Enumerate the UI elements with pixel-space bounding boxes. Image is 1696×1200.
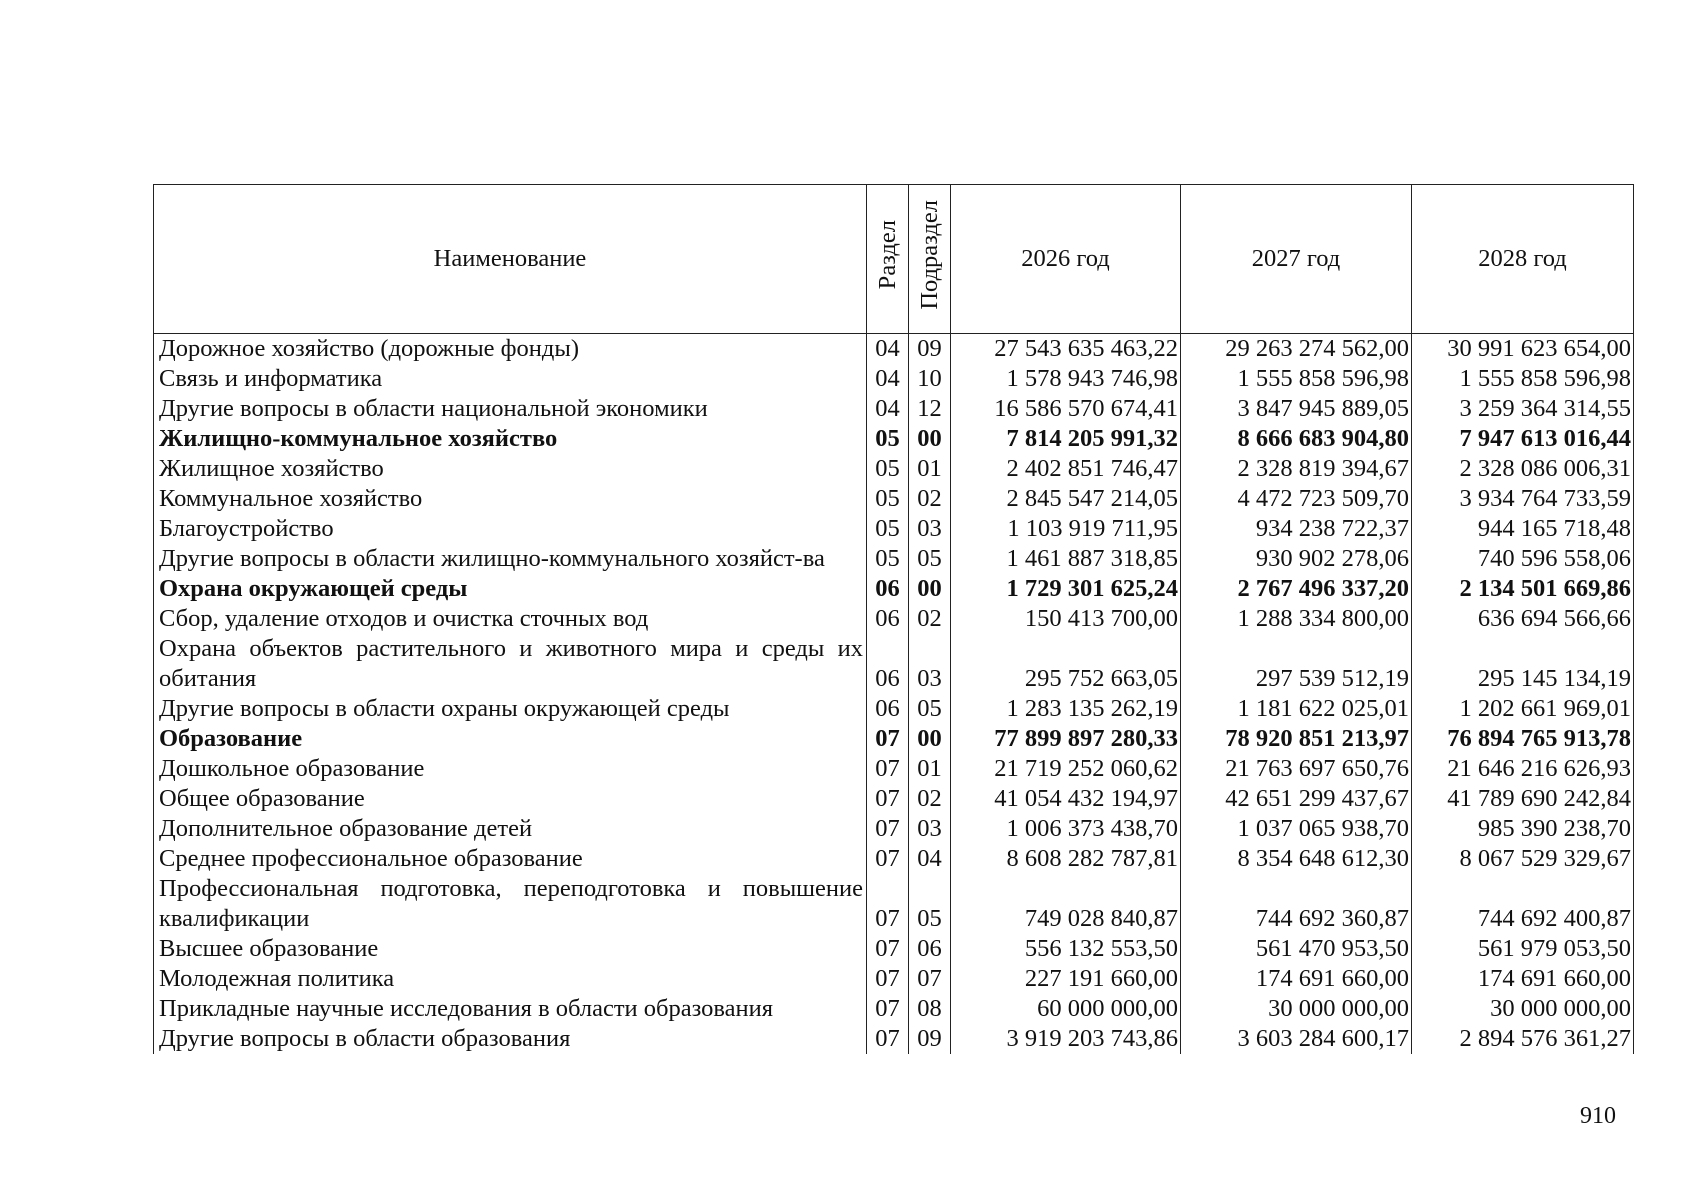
row-subsection: 10 — [909, 364, 951, 394]
row-section: 06 — [867, 694, 909, 724]
header-year-2026: 2026 год — [951, 185, 1181, 334]
row-name: Охрана окружающей среды — [154, 574, 867, 604]
row-section: 07 — [867, 724, 909, 754]
row-value-2028: 295 145 134,19 — [1412, 634, 1634, 694]
row-value-2026: 1 729 301 625,24 — [951, 574, 1181, 604]
header-subsection-label: Подраздел — [915, 200, 943, 310]
row-section: 07 — [867, 754, 909, 784]
row-value-2027: 3 847 945 889,05 — [1181, 394, 1412, 424]
row-value-2028: 2 134 501 669,86 — [1412, 574, 1634, 604]
row-value-2027: 297 539 512,19 — [1181, 634, 1412, 694]
row-section: 07 — [867, 994, 909, 1024]
table-row — [154, 934, 1634, 964]
row-section: 06 — [867, 574, 909, 604]
table-body — [154, 334, 1634, 1055]
row-section: 05 — [867, 544, 909, 574]
row-value-2027: 744 692 360,87 — [1181, 874, 1412, 934]
row-name: Жилищное хозяйство — [154, 454, 867, 484]
row-value-2027: 1 555 858 596,98 — [1181, 364, 1412, 394]
row-section: 06 — [867, 634, 909, 694]
page-number: 910 — [1580, 1103, 1616, 1129]
row-subsection: 05 — [909, 694, 951, 724]
table-row — [154, 574, 1634, 604]
row-value-2027: 1 037 065 938,70 — [1181, 814, 1412, 844]
row-value-2026: 2 402 851 746,47 — [951, 454, 1181, 484]
row-value-2027: 2 328 819 394,67 — [1181, 454, 1412, 484]
row-name: Другие вопросы в области жилищно-коммунального хозяйст-ва — [154, 544, 867, 574]
row-name: Среднее профессиональное образование — [154, 844, 867, 874]
row-name: Дошкольное образование — [154, 754, 867, 784]
row-value-2026: 1 578 943 746,98 — [951, 364, 1181, 394]
row-value-2026: 8 608 282 787,81 — [951, 844, 1181, 874]
table-row — [154, 604, 1634, 634]
row-subsection: 09 — [909, 334, 951, 365]
row-name: Связь и информатика — [154, 364, 867, 394]
row-value-2028: 30 000 000,00 — [1412, 994, 1634, 1024]
row-subsection: 12 — [909, 394, 951, 424]
row-value-2028: 7 947 613 016,44 — [1412, 424, 1634, 454]
row-section: 07 — [867, 814, 909, 844]
row-section: 05 — [867, 484, 909, 514]
row-section: 04 — [867, 364, 909, 394]
row-value-2028: 1 202 661 969,01 — [1412, 694, 1634, 724]
row-value-2027: 174 691 660,00 — [1181, 964, 1412, 994]
row-value-2028: 3 259 364 314,55 — [1412, 394, 1634, 424]
row-value-2026: 749 028 840,87 — [951, 874, 1181, 934]
header-subsection — [909, 185, 951, 334]
row-subsection: 05 — [909, 544, 951, 574]
table-row — [154, 964, 1634, 994]
row-value-2027: 4 472 723 509,70 — [1181, 484, 1412, 514]
row-value-2028: 636 694 566,66 — [1412, 604, 1634, 634]
row-value-2026: 21 719 252 060,62 — [951, 754, 1181, 784]
row-value-2027: 2 767 496 337,20 — [1181, 574, 1412, 604]
row-value-2027: 42 651 299 437,67 — [1181, 784, 1412, 814]
table-row — [154, 994, 1634, 1024]
row-subsection: 07 — [909, 964, 951, 994]
row-value-2026: 2 845 547 214,05 — [951, 484, 1181, 514]
table-row — [154, 1024, 1634, 1054]
row-subsection: 01 — [909, 754, 951, 784]
row-value-2026: 556 132 553,50 — [951, 934, 1181, 964]
table-row — [154, 514, 1634, 544]
row-value-2026: 1 461 887 318,85 — [951, 544, 1181, 574]
row-value-2028: 744 692 400,87 — [1412, 874, 1634, 934]
row-subsection: 00 — [909, 424, 951, 454]
row-value-2028: 76 894 765 913,78 — [1412, 724, 1634, 754]
row-section: 06 — [867, 604, 909, 634]
row-value-2028: 8 067 529 329,67 — [1412, 844, 1634, 874]
row-value-2026: 7 814 205 991,32 — [951, 424, 1181, 454]
row-value-2028: 985 390 238,70 — [1412, 814, 1634, 844]
row-subsection: 05 — [909, 874, 951, 934]
row-name: Другие вопросы в области охраны окружающей среды — [154, 694, 867, 724]
table-row — [154, 754, 1634, 784]
table-row — [154, 334, 1634, 365]
row-subsection: 06 — [909, 934, 951, 964]
row-section: 07 — [867, 1024, 909, 1054]
header-name: Наименование — [154, 185, 867, 334]
row-value-2026: 3 919 203 743,86 — [951, 1024, 1181, 1054]
header-section-label: Раздел — [873, 220, 901, 290]
row-subsection: 02 — [909, 484, 951, 514]
row-section: 04 — [867, 394, 909, 424]
row-value-2026: 1 006 373 438,70 — [951, 814, 1181, 844]
row-name: Охрана объектов растительного и животного мира и среды их обитания — [154, 634, 867, 694]
row-value-2028: 740 596 558,06 — [1412, 544, 1634, 574]
row-value-2028: 561 979 053,50 — [1412, 934, 1634, 964]
row-section: 05 — [867, 454, 909, 484]
row-subsection: 01 — [909, 454, 951, 484]
row-section: 05 — [867, 424, 909, 454]
header-section — [867, 185, 909, 334]
row-name: Профессиональная подготовка, переподготовка и повышение квалификации — [154, 874, 867, 934]
row-value-2027: 78 920 851 213,97 — [1181, 724, 1412, 754]
row-subsection: 04 — [909, 844, 951, 874]
row-section: 05 — [867, 514, 909, 544]
row-subsection: 08 — [909, 994, 951, 1024]
row-value-2028: 1 555 858 596,98 — [1412, 364, 1634, 394]
row-value-2026: 1 103 919 711,95 — [951, 514, 1181, 544]
row-value-2028: 21 646 216 626,93 — [1412, 754, 1634, 784]
row-name: Другие вопросы в области национальной экономики — [154, 394, 867, 424]
row-value-2028: 3 934 764 733,59 — [1412, 484, 1634, 514]
row-subsection: 03 — [909, 814, 951, 844]
row-name: Молодежная политика — [154, 964, 867, 994]
budget-table — [153, 184, 1634, 1054]
row-value-2026: 227 191 660,00 — [951, 964, 1181, 994]
row-value-2027: 29 263 274 562,00 — [1181, 334, 1412, 365]
row-value-2026: 27 543 635 463,22 — [951, 334, 1181, 365]
row-value-2028: 2 894 576 361,27 — [1412, 1024, 1634, 1054]
row-section: 07 — [867, 874, 909, 934]
table-row — [154, 364, 1634, 394]
table-row — [154, 874, 1634, 934]
row-value-2028: 41 789 690 242,84 — [1412, 784, 1634, 814]
row-value-2027: 561 470 953,50 — [1181, 934, 1412, 964]
row-value-2028: 2 328 086 006,31 — [1412, 454, 1634, 484]
table-row — [154, 694, 1634, 724]
table-row — [154, 484, 1634, 514]
table-row — [154, 544, 1634, 574]
row-subsection: 02 — [909, 604, 951, 634]
row-name: Благоустройство — [154, 514, 867, 544]
row-value-2027: 1 288 334 800,00 — [1181, 604, 1412, 634]
row-value-2027: 934 238 722,37 — [1181, 514, 1412, 544]
row-value-2027: 21 763 697 650,76 — [1181, 754, 1412, 784]
table-row — [154, 394, 1634, 424]
row-name: Образование — [154, 724, 867, 754]
row-name: Жилищно-коммунальное хозяйство — [154, 424, 867, 454]
header-year-2028: 2028 год — [1412, 185, 1634, 334]
row-section: 07 — [867, 844, 909, 874]
row-value-2028: 174 691 660,00 — [1412, 964, 1634, 994]
row-subsection: 00 — [909, 574, 951, 604]
row-name: Коммунальное хозяйство — [154, 484, 867, 514]
header-year-2027: 2027 год — [1181, 185, 1412, 334]
row-value-2027: 8 354 648 612,30 — [1181, 844, 1412, 874]
row-subsection: 03 — [909, 514, 951, 544]
row-value-2027: 3 603 284 600,17 — [1181, 1024, 1412, 1054]
row-name: Дополнительное образование детей — [154, 814, 867, 844]
row-value-2028: 30 991 623 654,00 — [1412, 334, 1634, 365]
table-row — [154, 844, 1634, 874]
table-row — [154, 424, 1634, 454]
row-name: Общее образование — [154, 784, 867, 814]
row-value-2026: 77 899 897 280,33 — [951, 724, 1181, 754]
table-row — [154, 814, 1634, 844]
row-value-2027: 1 181 622 025,01 — [1181, 694, 1412, 724]
row-name: Дорожное хозяйство (дорожные фонды) — [154, 334, 867, 365]
row-section: 04 — [867, 334, 909, 365]
row-value-2026: 1 283 135 262,19 — [951, 694, 1181, 724]
row-value-2026: 60 000 000,00 — [951, 994, 1181, 1024]
row-subsection: 02 — [909, 784, 951, 814]
row-section: 07 — [867, 964, 909, 994]
table-row — [154, 784, 1634, 814]
row-name: Высшее образование — [154, 934, 867, 964]
table-row — [154, 634, 1634, 694]
row-section: 07 — [867, 934, 909, 964]
table-header — [154, 185, 1634, 334]
row-name: Другие вопросы в области образования — [154, 1024, 867, 1054]
row-value-2026: 295 752 663,05 — [951, 634, 1181, 694]
row-value-2026: 41 054 432 194,97 — [951, 784, 1181, 814]
row-value-2028: 944 165 718,48 — [1412, 514, 1634, 544]
row-value-2026: 16 586 570 674,41 — [951, 394, 1181, 424]
table-row — [154, 454, 1634, 484]
row-subsection: 00 — [909, 724, 951, 754]
row-subsection: 03 — [909, 634, 951, 694]
row-name: Прикладные научные исследования в области образования — [154, 994, 867, 1024]
row-section: 07 — [867, 784, 909, 814]
row-value-2027: 8 666 683 904,80 — [1181, 424, 1412, 454]
row-name: Сбор, удаление отходов и очистка сточных вод — [154, 604, 867, 634]
table-row — [154, 724, 1634, 754]
row-value-2027: 30 000 000,00 — [1181, 994, 1412, 1024]
row-value-2027: 930 902 278,06 — [1181, 544, 1412, 574]
row-subsection: 09 — [909, 1024, 951, 1054]
row-value-2026: 150 413 700,00 — [951, 604, 1181, 634]
